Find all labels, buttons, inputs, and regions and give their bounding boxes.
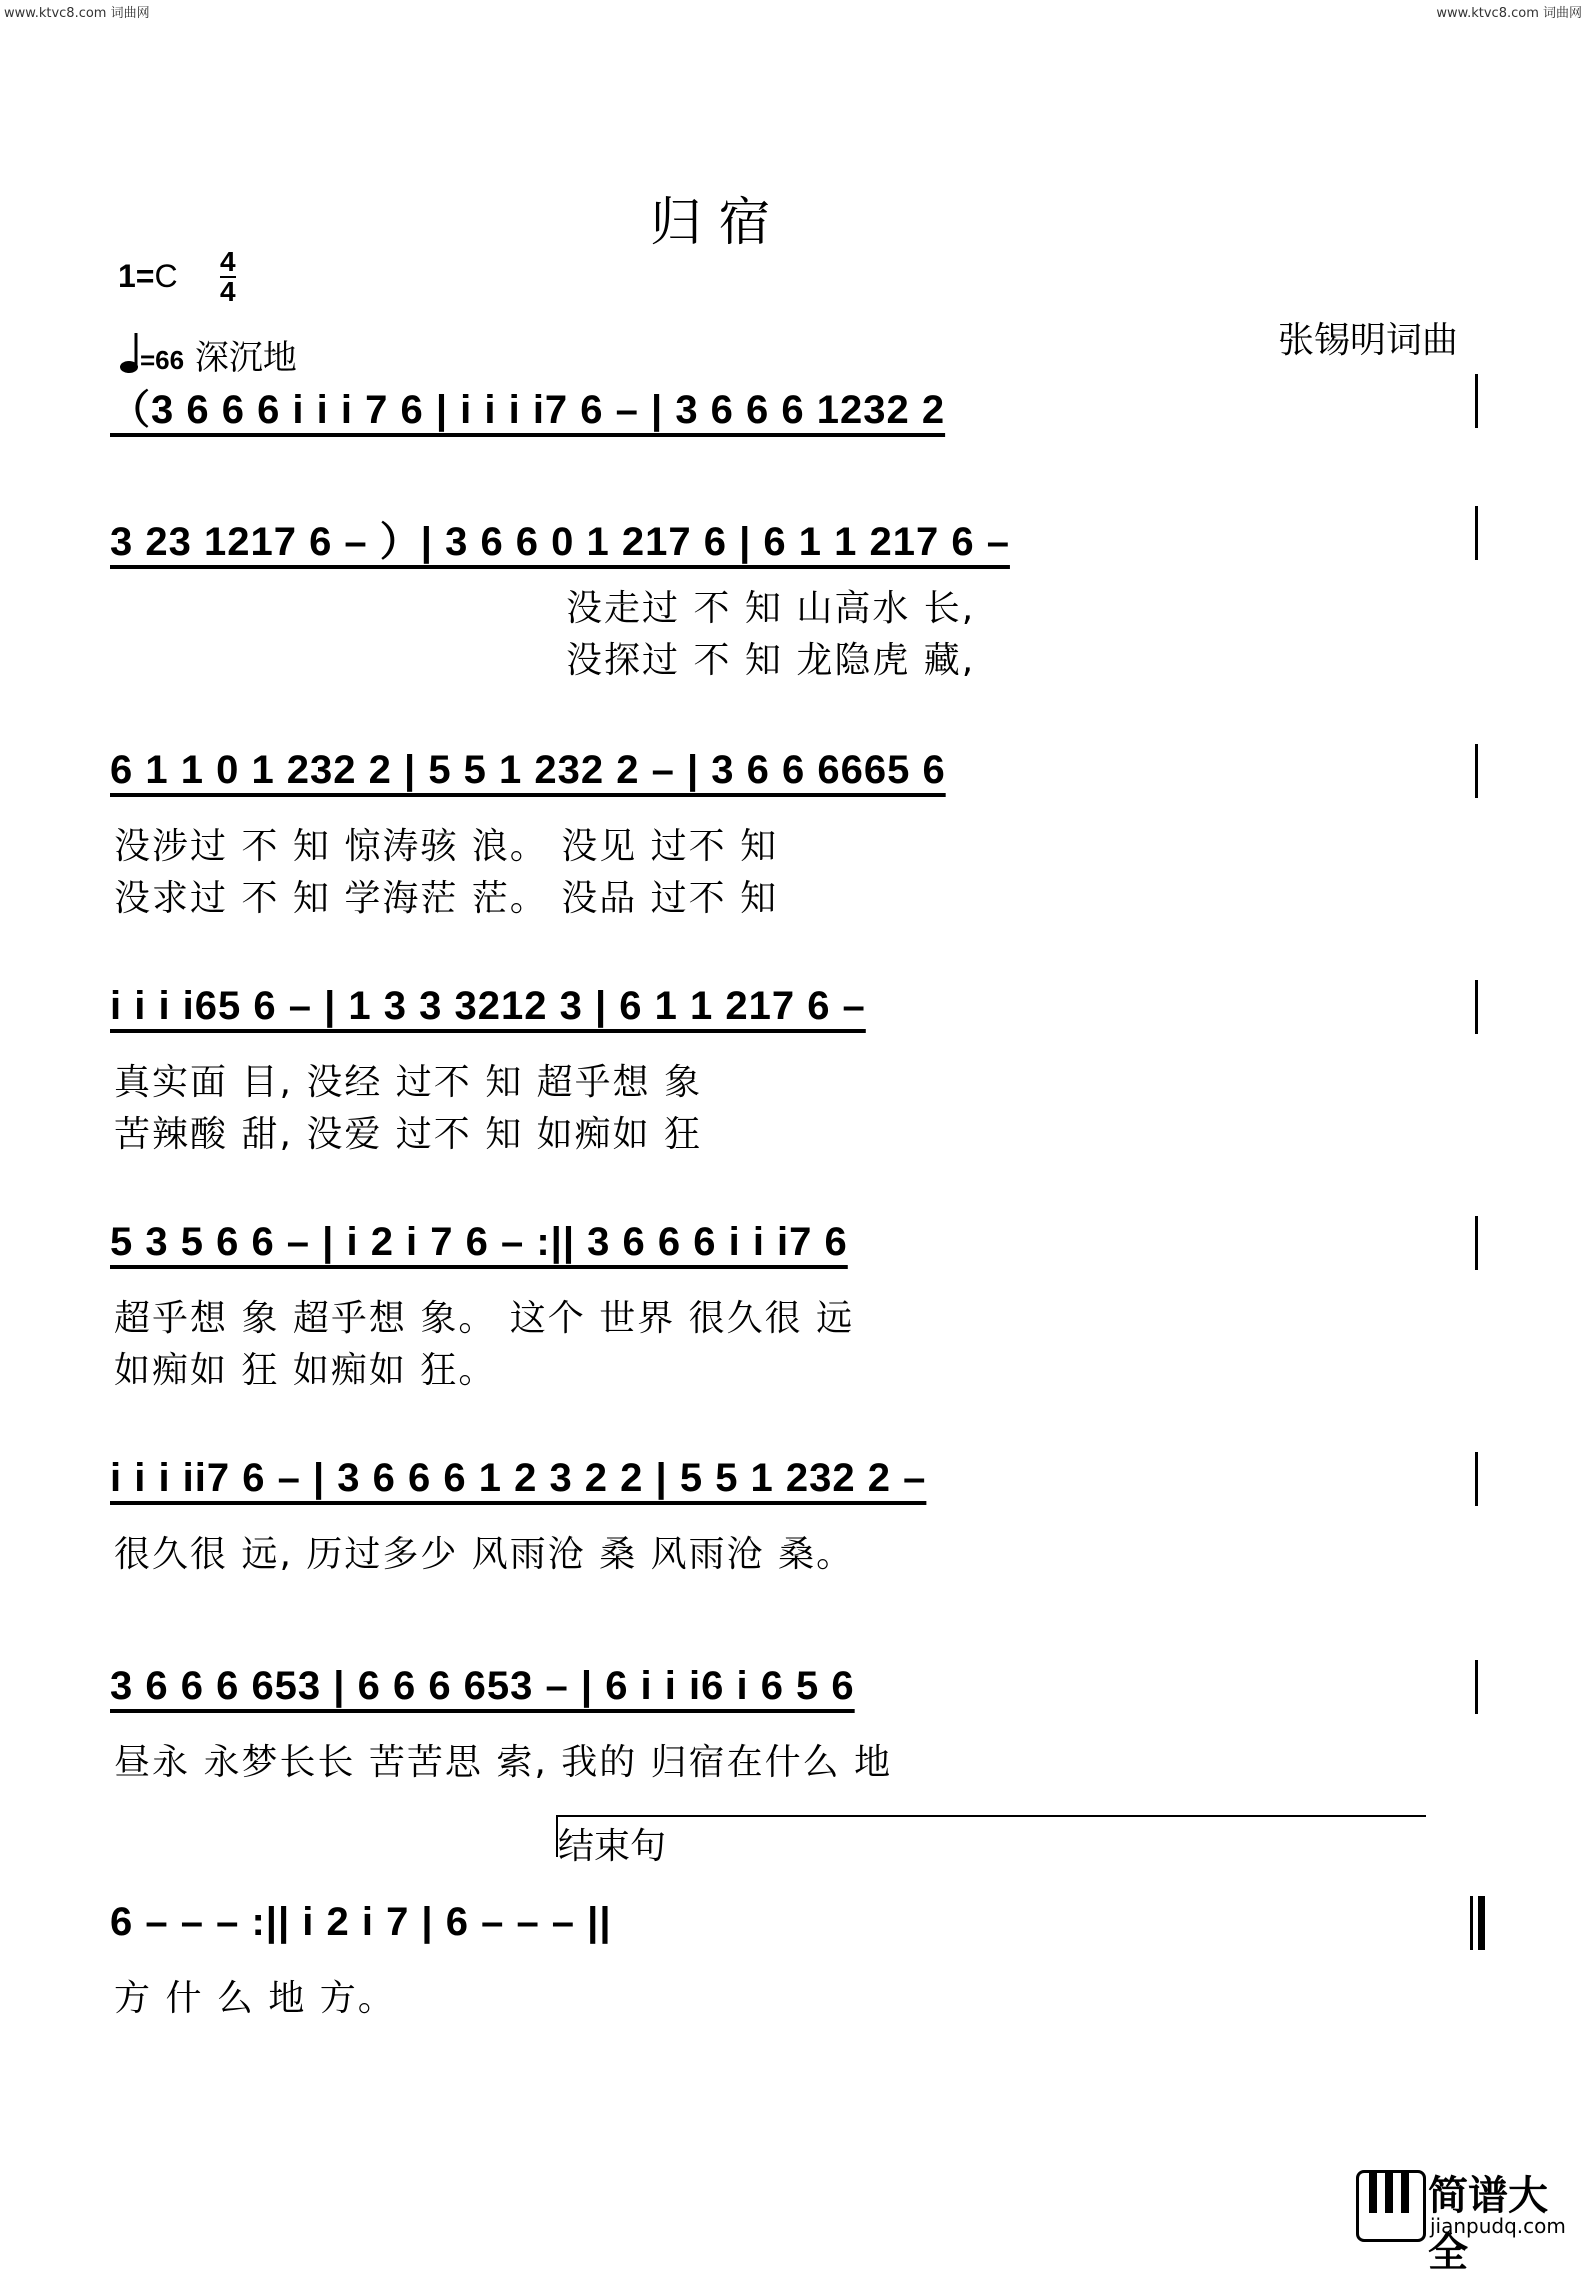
song-title: 归 宿 <box>650 193 771 253</box>
staff-notes: i i i ii7 6 – | 3 6 6 6 1 2 3 2 2 | 5 5 1 232 2 – <box>110 1456 927 1500</box>
ending-label: 结束句 <box>558 1826 667 1867</box>
barline <box>1475 744 1478 798</box>
staff-notes: 5 3 5 6 6 – | i 2 i 7 6 – :|| 3 6 6 6 i i i7 6 <box>110 1220 848 1264</box>
lyrics-verse-2: 没求过 不 知 学海茫 茫。 没品 过不 知 <box>114 878 779 919</box>
lyrics-verse-2: 如痴如 狂 如痴如 狂。 <box>114 1350 497 1391</box>
logo-url: jianpudq.com <box>1430 2214 1566 2238</box>
watermark-left: www.ktvc8.com 词曲网 <box>4 6 150 21</box>
staff-notes: 3 23 1217 6 – ）| 3 6 6 0 1 217 6 | 6 1 1 217 6 – <box>110 520 1010 564</box>
time-signature: 4 4 <box>220 246 236 307</box>
author-credit: 张锡明词曲 <box>1277 320 1458 361</box>
lyrics-verse-1: 没走过 不 知 山高水 长, <box>566 588 976 629</box>
final-barline <box>1470 1896 1473 1950</box>
staff-notes: 6 1 1 0 1 232 2 | 5 5 1 232 2 – | 3 6 6 6665 6 <box>110 748 946 792</box>
staff-notes: i i i i65 6 – | 1 3 3 3212 3 | 6 1 1 217 6 – <box>110 984 866 1028</box>
staff-2 <box>0 510 1586 681</box>
barline <box>1475 1216 1478 1270</box>
staff-notes: 6 – – – :|| i 2 i 7 | 6 – – – || <box>110 1900 612 1944</box>
piano-icon <box>1356 2170 1426 2242</box>
barline <box>1475 1452 1478 1506</box>
barline <box>1475 980 1478 1034</box>
ending-bracket <box>556 1815 1426 1857</box>
staff-5 <box>0 1220 1586 1391</box>
lyrics-verse-1: 真实面 目, 没经 过不 知 超乎想 象 <box>114 1062 703 1103</box>
lyrics-verse-1: 没涉过 不 知 惊涛骇 浪。 没见 过不 知 <box>114 826 779 867</box>
lyrics-verse-1: 昼永 永梦长长 苦苦思 索, 我的 归宿在什么 地 <box>114 1742 893 1783</box>
staff-6 <box>0 1456 1586 1576</box>
tempo-mark: =66 深沉地 <box>118 330 297 379</box>
staff-notes: （3 6 6 6 i i i 7 6 | i i i i7 6 – | 3 6 6 6 1232 2 <box>110 388 946 432</box>
lyrics-verse-2: 没探过 不 知 龙隐虎 藏, <box>566 640 976 681</box>
staff-notes: 3 6 6 6 653 | 6 6 6 653 – | 6 i i i6 i 6 5 6 <box>110 1664 855 1708</box>
barline <box>1475 374 1478 428</box>
lyrics-verse-1: 超乎想 象 超乎想 象。 这个 世界 很久很 远 <box>114 1298 855 1339</box>
staff-1 <box>0 378 1586 498</box>
lyrics-verse-2: 苦辣酸 甜, 没爱 过不 知 如痴如 狂 <box>114 1114 703 1155</box>
staff-3 <box>0 748 1586 919</box>
barline <box>1475 1660 1478 1714</box>
key-signature: 1=C <box>118 258 178 294</box>
logo-name: 简谱大全 <box>1428 2173 1548 2276</box>
final-barline-thick <box>1478 1896 1485 1950</box>
staff-8 <box>0 1900 1586 2020</box>
lyrics-verse-1: 很久很 远, 历过多少 风雨沧 桑 风雨沧 桑。 <box>114 1534 855 1575</box>
watermark-right: www.ktvc8.com 词曲网 <box>1436 6 1582 21</box>
lyrics-verse-1: 方 什 么 地 方。 <box>114 1978 396 2019</box>
quarter-note-icon <box>118 331 140 375</box>
barline <box>1475 506 1478 560</box>
site-logo <box>1356 2160 1576 2276</box>
staff-4 <box>0 984 1586 1155</box>
staff-7 <box>0 1664 1586 1784</box>
